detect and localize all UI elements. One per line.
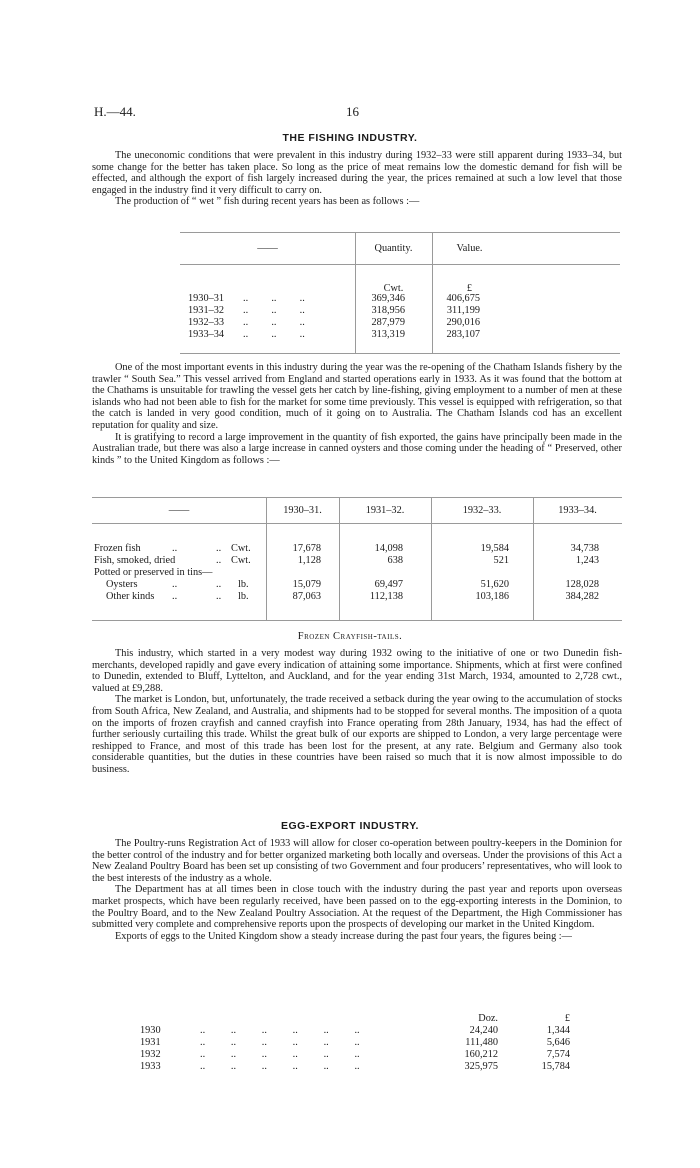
table-rule — [92, 523, 622, 524]
row-label: Oysters — [106, 579, 138, 590]
table-rule — [180, 264, 620, 265]
leader-dots: .. — [172, 579, 178, 590]
leader-dots: .. .. .. .. .. .. — [200, 1049, 360, 1060]
row-value: 87,063 — [292, 591, 321, 602]
table-rule — [180, 353, 620, 354]
row-dozen: 325,975 — [464, 1061, 498, 1072]
leader-dots: .. — [172, 543, 178, 554]
egg-paragraph-3: Exports of eggs to the United Kingdom show a steady increase during the past four years, the figures being :— — [115, 930, 572, 942]
row-year: 1931 — [140, 1037, 161, 1048]
leader-dots: .. .. .. — [243, 305, 305, 316]
row-quantity: 287,979 — [371, 317, 405, 328]
row-value: 15,784 — [541, 1061, 570, 1072]
leader-dots: .. .. .. .. .. .. — [200, 1037, 360, 1048]
column-header: Value. — [456, 243, 483, 254]
crayfish-heading: Frozen Crayfish-tails. — [297, 631, 403, 642]
leader-dots: .. — [216, 591, 222, 602]
leader-dots: .. — [216, 555, 222, 566]
row-dozen: 24,240 — [469, 1025, 498, 1036]
row-unit: lb. — [238, 579, 249, 590]
row-label: Other kinds — [106, 591, 155, 602]
leader-dots: .. — [216, 579, 222, 590]
row-value: 283,107 — [446, 329, 480, 340]
row-value: 15,079 — [292, 579, 321, 590]
fishing-heading: THE FISHING INDUSTRY. — [282, 132, 418, 144]
column-header: 1930–31. — [283, 505, 322, 516]
row-dozen: 160,212 — [464, 1049, 498, 1060]
row-value: 311,199 — [446, 305, 480, 316]
row-unit: lb. — [238, 591, 249, 602]
row-label: Potted or preserved in tins— — [94, 567, 213, 578]
row-value: 1,344 — [546, 1025, 570, 1036]
column-header: 1933–34. — [558, 505, 597, 516]
row-value: 638 — [387, 555, 403, 566]
column-header: Quantity. — [374, 243, 413, 254]
egg-paragraph-2: The Department has at all times been in close touch with the industry during the past year and reports upon overseas market prospects, which have been regularly received, have been passed on to the egg-exporting interests in the Dominion, to the Poultry Board, and to the New Zealand Poultry Association. At the request of the Department, the High Commissioner has submitted very complete and comprehensive reports upon the prospects of developing our market in the United Kingdom. — [92, 884, 622, 931]
document-reference: H.—44. — [94, 104, 136, 119]
leader-dots: .. — [216, 543, 222, 554]
table-rule — [92, 620, 622, 621]
unit-label: £ — [466, 283, 473, 294]
row-unit: Cwt. — [231, 543, 251, 554]
row-value: 17,678 — [292, 543, 321, 554]
column-header: 1931–32. — [365, 505, 405, 516]
row-value: 406,675 — [446, 293, 480, 304]
crayfish-paragraph-1: This industry, which started in a very modest way during 1932 owing to the initiative of one or two Dunedin fish-merchants, developed rapidly and gave every indication of attaining some importance. Shipments, which at first were confined to Dunedin, extended to Bluff, Lyttelton, and Auckland, and for the year ending 31st March, 1934, amounted to 2,728 cwt., valued at £9,288. — [92, 648, 622, 694]
table-rule — [180, 232, 620, 233]
fishing-paragraph-2: The production of “ wet ” fish during recent years has been as follows :— — [115, 196, 420, 208]
row-quantity: 369,346 — [371, 293, 405, 304]
fishing-paragraph-3: One of the most important events in this industry during the year was the re-opening of the Chatham Islands fishery by the trawler “ South Sea.” This vessel arrived from England and started operations early in 1933. As it was found that the bottom at the Chathams is unsuitable for trawling the vessel gets her catch by line-fishing, giving employment to a number of men at these islands who had not been able to fish for the market for some time previously. This vessel is equipped with refrigeration, so that the catch is landed in very good condition, much of it going on to Australia. The Chatham Islands cod has an excellent reputation for quality and size. — [92, 362, 622, 431]
unit-label: Doz. — [478, 1013, 498, 1024]
row-year: 1932 — [140, 1049, 161, 1060]
row-value: 103,186 — [475, 591, 509, 602]
row-value: 34,738 — [570, 543, 599, 554]
egg-text-block — [92, 838, 622, 942]
row-value: 128,028 — [565, 579, 599, 590]
row-value: 290,016 — [446, 317, 480, 328]
fishing-text-block-1 — [92, 150, 622, 208]
row-value: 1,243 — [575, 555, 599, 566]
row-value: 1,128 — [297, 555, 321, 566]
leader-dots: .. — [172, 591, 178, 602]
unit-label: £ — [564, 1013, 570, 1024]
row-quantity: 318,956 — [371, 305, 405, 316]
unit-label: Cwt. — [383, 283, 404, 294]
row-unit: Cwt. — [231, 555, 251, 566]
row-value: 19,584 — [480, 543, 509, 554]
row-year: 1930 — [140, 1025, 161, 1036]
row-label: Fish, smoked, dried — [94, 555, 176, 566]
leader-dots: .. .. .. .. .. .. — [200, 1025, 360, 1036]
egg-heading: EGG-EXPORT INDUSTRY. — [281, 820, 419, 832]
row-year: 1931–32 — [188, 305, 225, 316]
crayfish-text-block — [92, 648, 622, 776]
row-quantity: 313,319 — [371, 329, 405, 340]
leader-dots: .. .. .. — [243, 329, 305, 340]
fishing-text-block-2 — [92, 362, 622, 466]
row-value: 14,098 — [374, 543, 403, 554]
row-year: 1933–34 — [188, 329, 225, 340]
row-value: 5,646 — [546, 1037, 570, 1048]
crayfish-paragraph-2: The market is London, but, unfortunately, the trade received a setback during the year owing to the accumulation of stocks from South Africa, New Zealand, and Australia, and shipments had to be stopped for several months. The imposition of a quota on the imports of frozen crayfish and canned crayfish into France operating from 28th January, 1934, has had the effect of further seriously curtailing this trade. Whilst the great bulk of our exports are shipped to London, a very large percentage were reshipped to France, and most of this trade has been lost for the present, at any rate. Belgium and Germany also took considerable quantities, but the duties in these countries have been raised so much that it is now almost impossible to do business. — [92, 694, 622, 775]
row-year: 1930–31 — [188, 293, 225, 304]
leader-dots: .. .. .. — [243, 317, 305, 328]
row-value: 384,282 — [565, 591, 599, 602]
row-value: 7,574 — [546, 1049, 570, 1060]
fishing-paragraph-1: The uneconomic conditions that were prevalent in this industry during 1932–33 were still apparent during 1933–34, but some change for the better has taken place. So long as the price of meat remains low the domestic demand for fish will be effected, and although the export of fish largely increased during the year, the prices remained at such a low level that those engaged in the industry find it very difficult to carry on. — [92, 150, 622, 196]
row-label: Frozen fish — [94, 543, 141, 554]
row-dozen: 111,480 — [465, 1037, 498, 1048]
row-year: 1933 — [140, 1061, 161, 1072]
leader-dots: .. .. .. .. .. .. — [200, 1061, 360, 1072]
row-value: 521 — [493, 555, 509, 566]
table-corner: —— — [257, 243, 278, 254]
row-year: 1932–33 — [188, 317, 225, 328]
column-header: 1932–33. — [462, 505, 502, 516]
row-value: 51,620 — [480, 579, 509, 590]
leader-dots: .. .. .. — [243, 293, 305, 304]
egg-paragraph-1: The Poultry-runs Registration Act of 1933 will allow for closer co-operation between poultry-keepers in the Dominion for the better control of the industry and for better organized marketing both locally and overseas. Under the provisions of this Act a New Zealand Poultry Board has been set up consisting of two Government and four producers’ representatives, who will look to the best interests of the industry as a whole. — [92, 838, 622, 884]
page-number: 16 — [346, 104, 359, 119]
row-value: 69,497 — [374, 579, 403, 590]
fishing-paragraph-4: It is gratifying to record a large improvement in the quantity of fish exported, the gains have principally been made in the Australian trade, but there was also a large increase in canned oysters and those coming under the heading of “ Preserved, other kinds ” to the United Kingdom as follows :— — [92, 431, 622, 466]
row-value: 112,138 — [369, 591, 403, 602]
table-corner: —— — [168, 505, 190, 516]
table-rule — [92, 497, 622, 498]
